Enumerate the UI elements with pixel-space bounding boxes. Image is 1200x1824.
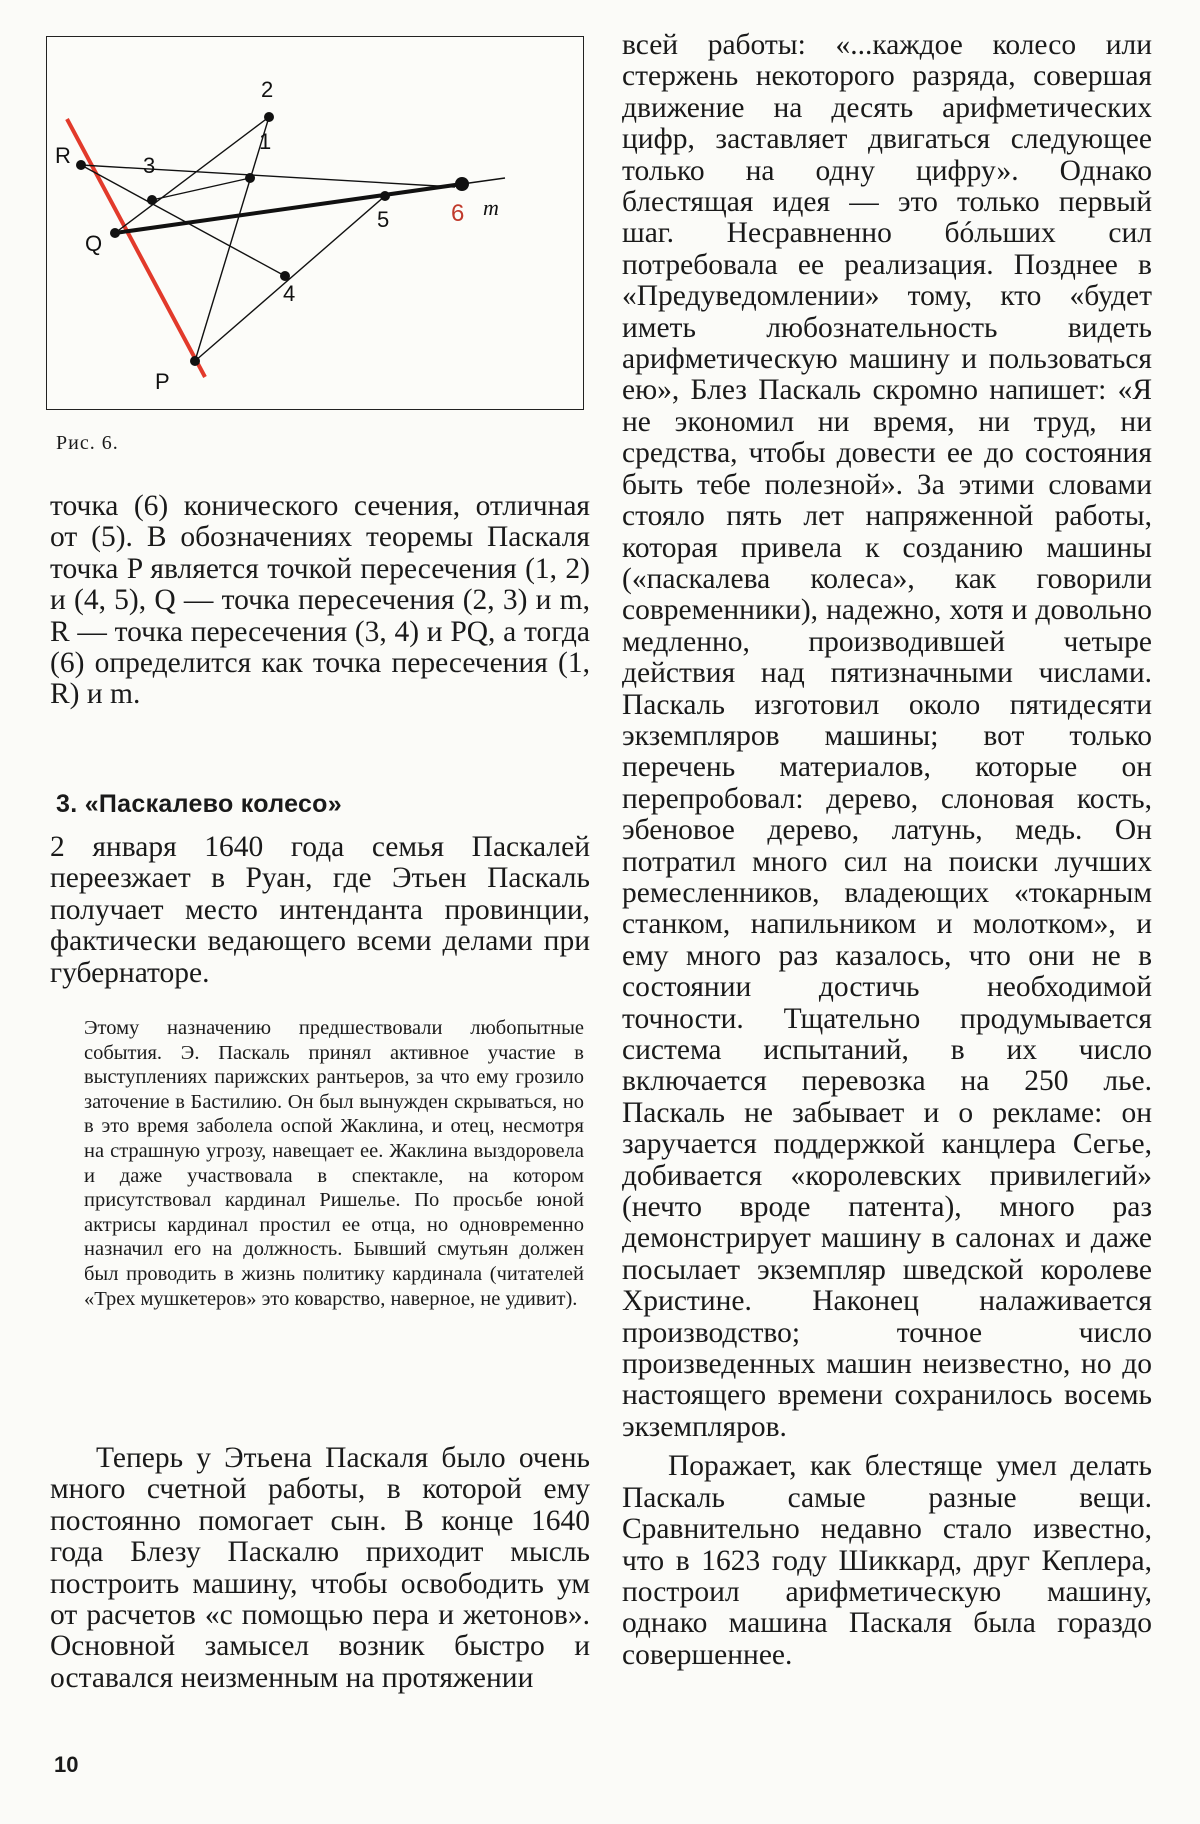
- right-column: [622, 30, 1152, 1671]
- line-m: [115, 184, 465, 233]
- left-column-bottom: [50, 1443, 590, 1694]
- label-p: P: [155, 369, 170, 394]
- historical-note: Этому назначению предшествовали любопытные события. Э. Паскаль принял активное участие в выступлениях парижских рантьеров, за что ему грозило заточение в Бастилию. Он был вынужден скрываться, но в это время заболела оспой Жаклина, и отец, несмотря на страшную угрозу, навещает ее. Жаклина выздоровела и даже участвовала в спектакле, на котором присутствовал кардинал Ришелье. По просьбе юной актрисы кардинал простил ее отца, но одновременно назначил его на должность. Бывший смутьян должен был проводить в жизнь политику кардинала (читателей «Трех мушкетеров» это коварство, наверное, не удивит).: [84, 1017, 584, 1310]
- line-r-6: [81, 165, 455, 187]
- section-paragraph-2-text: Теперь у Этьена Паскаля было очень много счетной работы, в которой ему постоянно помогает сын. В конце 1640 года Блезу Паскалю приходит мысль построить машину, чтобы освободить ум от расчетов «с помощью пера и жетонов». Основной замысел возник быстро и оставался неизменным на протяжении: [50, 1442, 590, 1694]
- label-4: 4: [283, 281, 296, 306]
- right-paragraph-2: [622, 1451, 1152, 1671]
- label-q: Q: [85, 231, 103, 256]
- line-p-2: [195, 117, 272, 361]
- label-m: m: [483, 195, 499, 220]
- point-6: [455, 177, 469, 191]
- left-column-top: [50, 491, 590, 711]
- label-r: R: [55, 143, 71, 168]
- figure-caption: Рис. 6.: [56, 432, 119, 454]
- point-3: [147, 195, 157, 205]
- line-p-5: [195, 196, 385, 361]
- point-2: [264, 112, 274, 122]
- point-5: [380, 191, 390, 201]
- figure-6: [46, 36, 584, 410]
- point-p: [190, 356, 200, 366]
- point-4: [280, 271, 290, 281]
- right-paragraph-1: всей работы: «...каждое колесо или стержень некоторого разряда, совершая движение на десять арифметических цифр, заставляет двигаться следующее только на одну цифру». Однако блестящая идея — это только первый шаг. Несравненно бóльших сил потребовала ее реализация. Позднее в «Предуведомлении» тому, кто «будет иметь любознательность видеть арифметическую машину и пользоваться ею», Блез Паскаль скромно напишет: «Я не экономил ни время, ни труд, ни средства, чтобы довести ее до состояния быть тебе полезной». За этими словами стояло пять лет напряженной работы, которая привела к созданию машины («паскалева колеса», как говорили современники), надежно, хотя и довольно медленно, производившей четыре действия над пятизначными числами. Паскаль изготовил около пятидесяти экземпляров машины; вот только перечень материалов, которые он перепробовал: дерево, слоновая кость, эбеновое дерево, латунь, медь. Он потратил много сил на поиски лучших ремесленников, владеющих «токарным станком, напильником и молотком», и ему много раз казалось, что они не в состоянии достичь необходимой точности. Тщательно продумывается система испытаний, в их число включается перевозка на 250 лье. Паскаль не забывает и о рекламе: он заручается поддержкой канцлера Сегье, добивается «королевских привилегий» (нечто вроде патента), много раз демонстрирует машину в салонах и даже посылает экземпляр шведской королеве Христине. Наконец налаживается производство; точное число произведенных машин неизвестно, но до настоящего времени сохранилось восемь экземпляров.: [622, 29, 1152, 1443]
- line-3-1: [152, 178, 250, 200]
- section-heading: 3. «Паскалево колесо»: [56, 790, 342, 818]
- conic-paragraph: точка (6) конического сечения, отличная от (5). В обозначениях теоремы Паскаля точка P является точкой пересечения (1, 2) и (4, 5), Q — точка пересечения (2, 3) и m, R — точка пересечения (3, 4) и PQ, а тогда (6) определится как точка пересечения (1, R) и m.: [50, 490, 590, 711]
- footnote-block: [84, 1016, 584, 1311]
- label-1: 1: [259, 129, 272, 154]
- label-6: 6: [451, 200, 465, 227]
- point-r: [76, 160, 86, 170]
- left-column-section: [50, 832, 590, 989]
- right-paragraph-2-text: Поражает, как блестяще умел делать Паскаль самые разные вещи. Сравнительно недавно стало известно, что в 1623 году Шиккард, друг Кеплера, построил арифметическую машину, однако машина Паскаля была гораздо совершеннее.: [622, 1450, 1152, 1671]
- point-q: [110, 228, 120, 238]
- label-5: 5: [377, 207, 390, 232]
- pascal-theorem-diagram: [47, 37, 583, 409]
- label-3: 3: [143, 153, 156, 178]
- label-2: 2: [261, 77, 274, 102]
- section-paragraph-2: [50, 1443, 590, 1694]
- section-paragraph-1: 2 января 1640 года семья Паскалей переезжает в Руан, где Этьен Паскаль получает место интенданта провинции, фактически ведающего всеми делами при губернаторе.: [50, 831, 590, 989]
- page-number: 10: [54, 1752, 79, 1777]
- point-1: [245, 173, 255, 183]
